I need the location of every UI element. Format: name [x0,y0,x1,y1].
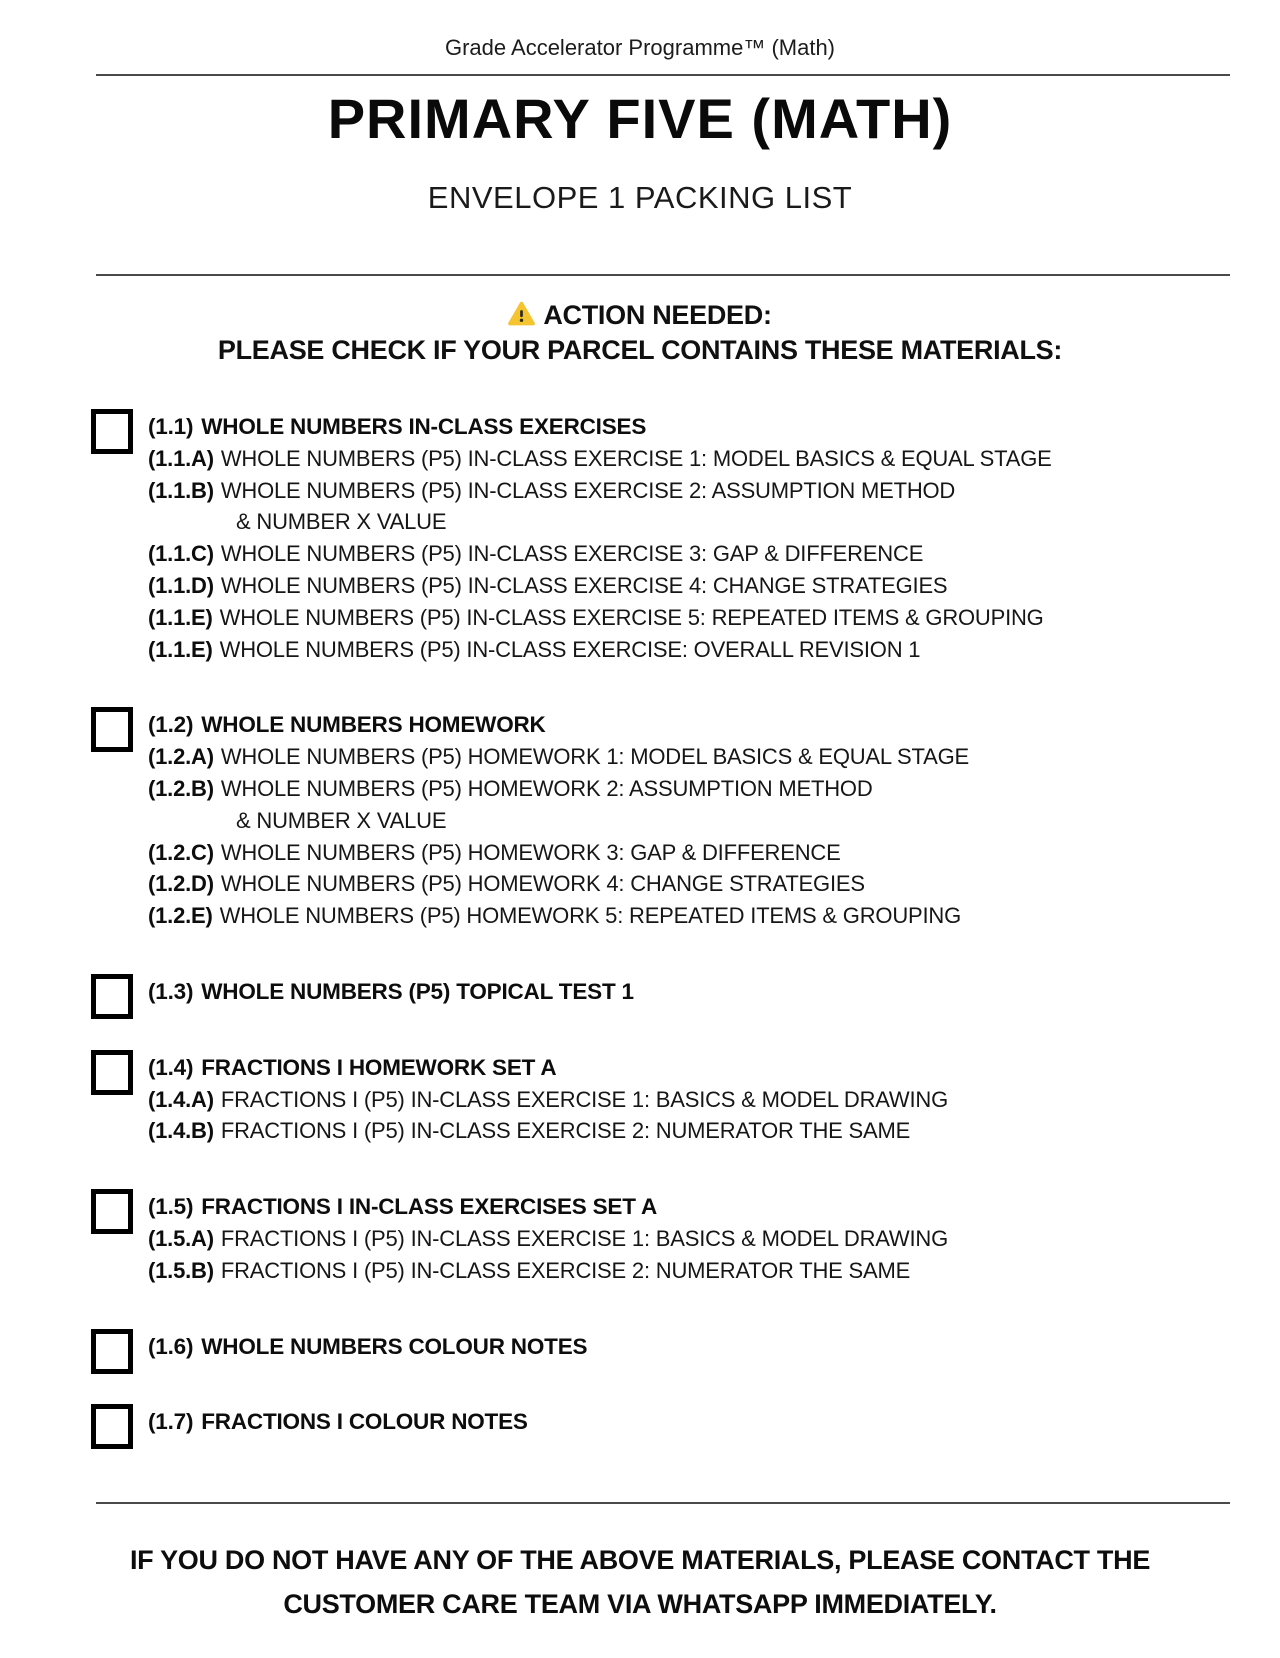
checklist-item [148,602,1248,634]
item-line [148,1223,1248,1255]
item-code: (1.2.C) [148,839,214,865]
checklist-item [148,538,1248,570]
checklist-section [91,411,1248,665]
item-text: WHOLE NUMBERS (P5) IN-CLASS EXERCISE 1: MODEL BASICS & EQUAL STAGE [220,445,1052,471]
item-text: WHOLE NUMBERS (P5) HOMEWORK 3: GAP & DIFFERENCE [220,839,841,865]
item-code: (1.1.C) [148,541,214,567]
checklist-section [91,976,1248,1008]
item-text: FRACTIONS I (P5) IN-CLASS EXERCISE 1: BASICS & MODEL DRAWING [220,1086,949,1112]
warning-triangle-icon [508,301,535,326]
section-code: (1.4) [148,1054,194,1080]
section-heading [148,976,1248,1008]
footer-divider [96,1502,1230,1504]
item-text: WHOLE NUMBERS (P5) IN-CLASS EXERCISE 4: CHANGE STRATEGIES [220,572,948,598]
page-title: PRIMARY FIVE (MATH) [327,87,953,150]
header-divider [96,74,1230,76]
checklist-section [91,1191,1248,1286]
section-checkbox[interactable] [91,974,133,1019]
checklist-item [148,634,1248,666]
checklist-item [148,443,1248,475]
item-line [148,1255,1248,1287]
footer-message-line: CUSTOMER CARE TEAM VIA WHATSAPP IMMEDIATELY. [283,1589,997,1620]
checklist-item [148,1084,1248,1116]
item-code: (1.1.B) [148,477,214,503]
item-code: (1.1.E) [148,636,213,662]
section-heading [148,1331,1248,1363]
section-code: (1.2) [148,712,194,738]
item-text: WHOLE NUMBERS (P5) HOMEWORK 2: ASSUMPTION METHOD [220,775,873,801]
section-title: FRACTIONS I IN-CLASS EXERCISES SET A [201,1194,658,1220]
section-items [148,443,1248,666]
section-title: WHOLE NUMBERS HOMEWORK [201,712,546,738]
item-text: WHOLE NUMBERS (P5) HOMEWORK 5: REPEATED ITEMS & GROUPING [219,903,961,929]
footer-message-line: IF YOU DO NOT HAVE ANY OF THE ABOVE MATERIALS, PLEASE CONTACT THE [129,1545,1151,1576]
item-line [148,741,1248,773]
checklist-item [148,837,1248,869]
checklist-item [148,773,1248,837]
item-line [148,443,1248,475]
checklist-item [148,570,1248,602]
section-code: (1.5) [148,1194,194,1220]
item-code: (1.1.D) [148,572,214,598]
checklist-item [148,868,1248,900]
section-checkbox[interactable] [91,409,133,454]
item-line [148,1115,1248,1147]
section-items [148,1084,1248,1148]
checklist-section [91,709,1248,932]
item-line [148,538,1248,570]
section-checkbox[interactable] [91,1050,133,1095]
section-checkbox[interactable] [91,707,133,752]
item-code: (1.2.E) [148,903,213,929]
item-code: (1.5.B) [148,1257,214,1283]
checklist-item [148,1255,1248,1287]
item-line [148,837,1248,869]
item-line [148,1084,1248,1116]
checklist-item [148,741,1248,773]
subtitle-divider [96,274,1230,276]
item-line [148,475,1248,507]
action-needed-notice [0,298,1280,369]
notice-heading-line [0,298,1280,332]
checklist-section [91,1331,1248,1363]
item-text: FRACTIONS I (P5) IN-CLASS EXERCISE 1: BASICS & MODEL DRAWING [220,1225,949,1251]
section-code: (1.3) [148,978,194,1004]
section-title: FRACTIONS I HOMEWORK SET A [201,1054,557,1080]
item-line [148,773,1248,805]
item-code: (1.1.A) [148,445,214,471]
item-line [148,570,1248,602]
section-items [148,1223,1248,1287]
section-title: WHOLE NUMBERS IN-CLASS EXERCISES [201,414,647,439]
checklist-item [148,1115,1248,1147]
item-text: FRACTIONS I (P5) IN-CLASS EXERCISE 2: NUMERATOR THE SAME [220,1257,911,1283]
section-heading [148,1406,1248,1438]
checklist-section [91,1052,1248,1147]
item-code: (1.5.A) [148,1225,214,1251]
section-title: WHOLE NUMBERS COLOUR NOTES [201,1333,588,1359]
notice-heading: ACTION NEEDED: [543,300,772,330]
section-checkbox[interactable] [91,1329,133,1374]
section-heading [148,709,1248,741]
item-text-continuation: & NUMBER X VALUE [236,807,447,833]
item-code: (1.1.E) [148,604,213,630]
section-code: (1.6) [148,1333,194,1359]
item-code: (1.4.B) [148,1118,214,1144]
section-heading [148,1052,1248,1084]
item-line [148,602,1248,634]
item-line [148,900,1248,932]
item-code: (1.4.A) [148,1086,214,1112]
item-code: (1.2.A) [148,744,214,770]
item-text: WHOLE NUMBERS (P5) HOMEWORK 4: CHANGE STRATEGIES [220,871,865,897]
section-code: (1.1) [148,414,194,439]
program-name: Grade Accelerator Programme™ (Math) [444,35,836,60]
item-code: (1.2.B) [148,775,214,801]
item-code: (1.2.D) [148,871,214,897]
section-checkbox[interactable] [91,1404,133,1449]
section-heading [148,411,1248,443]
item-text: WHOLE NUMBERS (P5) IN-CLASS EXERCISE: OVERALL REVISION 1 [219,636,921,662]
section-code: (1.7) [148,1409,194,1435]
footer-message [0,1538,1280,1626]
item-text: WHOLE NUMBERS (P5) IN-CLASS EXERCISE 2: ASSUMPTION METHOD [220,477,956,503]
checklist-item [148,475,1248,539]
checklist-item [148,1223,1248,1255]
item-text: WHOLE NUMBERS (P5) IN-CLASS EXERCISE 3: GAP & DIFFERENCE [220,541,924,567]
item-text: FRACTIONS I (P5) IN-CLASS EXERCISE 2: NUMERATOR THE SAME [220,1118,911,1144]
notice-subheading: PLEASE CHECK IF YOUR PARCEL CONTAINS THESE MATERIALS: [217,335,1063,365]
section-title: FRACTIONS I COLOUR NOTES [201,1409,528,1435]
section-heading [148,1191,1248,1223]
materials-checklist [0,411,1280,1438]
section-items [148,741,1248,932]
checklist-section [91,1406,1248,1438]
item-text: WHOLE NUMBERS (P5) HOMEWORK 1: MODEL BASICS & EQUAL STAGE [220,744,969,770]
page-subtitle: ENVELOPE 1 PACKING LIST [427,180,853,215]
item-line [148,868,1248,900]
checklist-item [148,900,1248,932]
item-text: WHOLE NUMBERS (P5) IN-CLASS EXERCISE 5: REPEATED ITEMS & GROUPING [219,604,1044,630]
section-checkbox[interactable] [91,1189,133,1234]
item-text-continuation: & NUMBER X VALUE [236,509,447,535]
item-line [148,634,1248,666]
section-title: WHOLE NUMBERS (P5) TOPICAL TEST 1 [201,978,634,1004]
